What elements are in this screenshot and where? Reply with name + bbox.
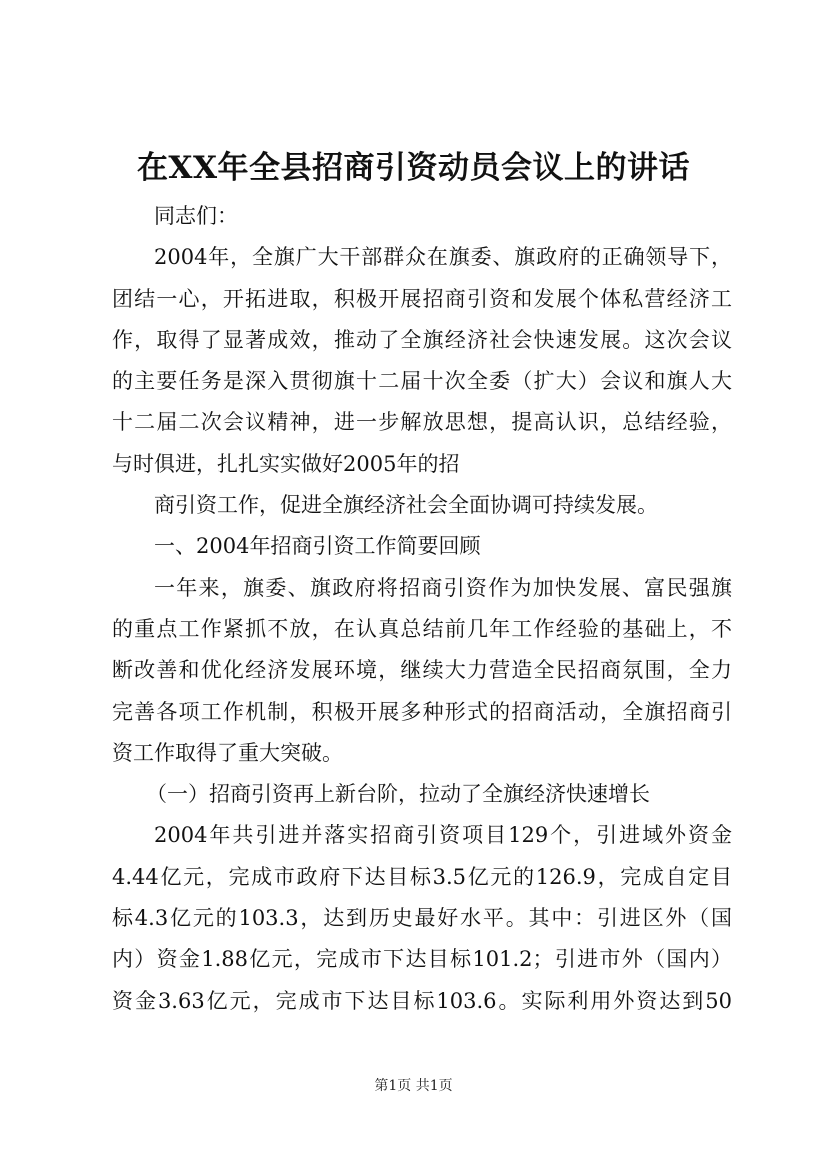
subsection-heading: （一）招商引资再上新台阶，拉动了全旗经济快速增长 — [146, 782, 650, 807]
paragraph-line: 一年来，旗委、旗政府将招商引资作为加快发展、富民强旗 — [154, 575, 732, 600]
document-body — [112, 196, 732, 1022]
paragraph-line: 的重点工作紧抓不放，在认真总结前几年工作经验的基础上，不 — [112, 616, 732, 641]
paragraph-line: 2004年共引进并落实招商引资项目129个，引进域外资金 — [154, 823, 732, 848]
paragraph-line: 商引资工作，促进全旗经济社会全面协调可持续发展。 — [154, 493, 658, 518]
section-heading: 一、2004年招商引资工作简要回顾 — [154, 534, 481, 559]
paragraph-line: 与时俱进，扎扎实实做好2005年的招 — [112, 451, 460, 476]
page-title: 在XX年全县招商引资动员会议上的讲话 — [136, 150, 691, 186]
paragraph-line: 内）资金1.88亿元，完成市下达目标101.2；引进市外（国内） — [112, 947, 732, 972]
paragraph-line: 团结一心，开拓进取，积极开展招商引资和发展个体私营经济工 — [112, 286, 732, 311]
paragraph-line: 完善各项工作机制，积极开展多种形式的招商活动，全旗招商引 — [112, 699, 732, 724]
paragraph-line: 资工作取得了重大突破。 — [112, 740, 343, 765]
page-number-footer: 第1页 共1页 — [374, 1078, 453, 1094]
paragraph-line: 十二届二次会议精神，进一步解放思想，提高认识，总结经验， — [112, 410, 732, 435]
paragraph-line: 2004年，全旗广大干部群众在旗委、旗政府的正确领导下， — [154, 245, 732, 270]
paragraph-line: 标4.3亿元的103.3，达到历史最好水平。其中：引进区外（国 — [112, 906, 732, 931]
paragraph-line: 断改善和优化经济发展环境，继续大力营造全民招商氛围，全力 — [112, 658, 732, 683]
salutation: 同志们： — [154, 204, 238, 228]
paragraph-line: 作，取得了显著成效，推动了全旗经济社会快速发展。这次会议 — [112, 327, 732, 352]
paragraph-line: 的主要任务是深入贯彻旗十二届十次全委（扩大）会议和旗人大 — [112, 369, 732, 394]
paragraph-line: 4.44亿元，完成市政府下达目标3.5亿元的126.9，完成自定目 — [112, 864, 732, 889]
paragraph-line: 资金3.63亿元，完成市下达目标103.6。实际利用外资达到50 — [112, 988, 732, 1013]
